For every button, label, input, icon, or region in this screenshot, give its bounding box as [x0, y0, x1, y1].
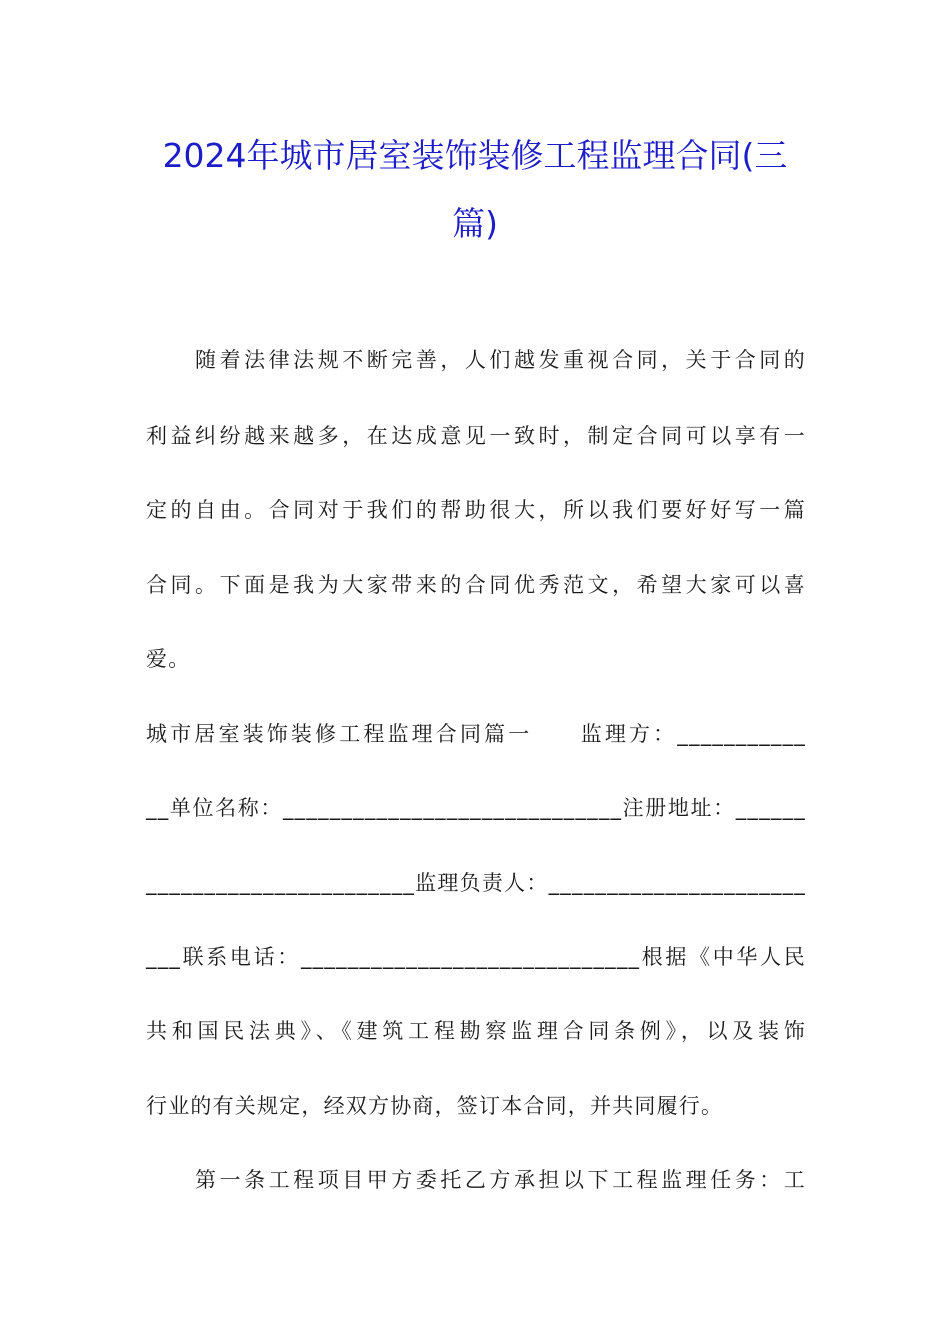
intro-line-4: 合同。下面是我为大家带来的合同优秀范文，希望大家可以喜	[146, 573, 806, 597]
contract-line-1: 城市居室装饰装修工程监理合同篇一 监理方：___________	[146, 722, 806, 746]
contract-line-4: ___联系电话：_____________________________根据《中华人民	[146, 945, 806, 969]
intro-line-5: 爱。	[146, 647, 191, 671]
contract-line-7: 第一条工程项目甲方委托乙方承担以下工程监理任务：工	[146, 1168, 806, 1192]
intro-line-1: 随着法律法规不断完善，人们越发重视合同，关于合同的	[146, 348, 806, 372]
contract-line-2: __单位名称：_____________________________注册地址：______	[146, 796, 806, 820]
contract-line-6: 行业的有关规定，经双方协商，签订本合同，并共同履行。	[146, 1094, 724, 1118]
intro-line-2: 利益纠纷越来越多，在达成意见一致时，制定合同可以享有一	[146, 424, 806, 448]
intro-line-3: 定的自由。合同对于我们的帮助很大，所以我们要好好写一篇	[146, 498, 806, 522]
contract-line-5: 共和国民法典》、《建筑工程勘察监理合同条例》，以及装饰	[146, 1019, 806, 1043]
document-title-line-2: 篇)	[452, 204, 498, 243]
document-title-line-1: 2024年城市居室装饰装修工程监理合同(三	[162, 136, 788, 175]
contract-line-3: _______________________监理负责人：______________________	[146, 871, 806, 895]
